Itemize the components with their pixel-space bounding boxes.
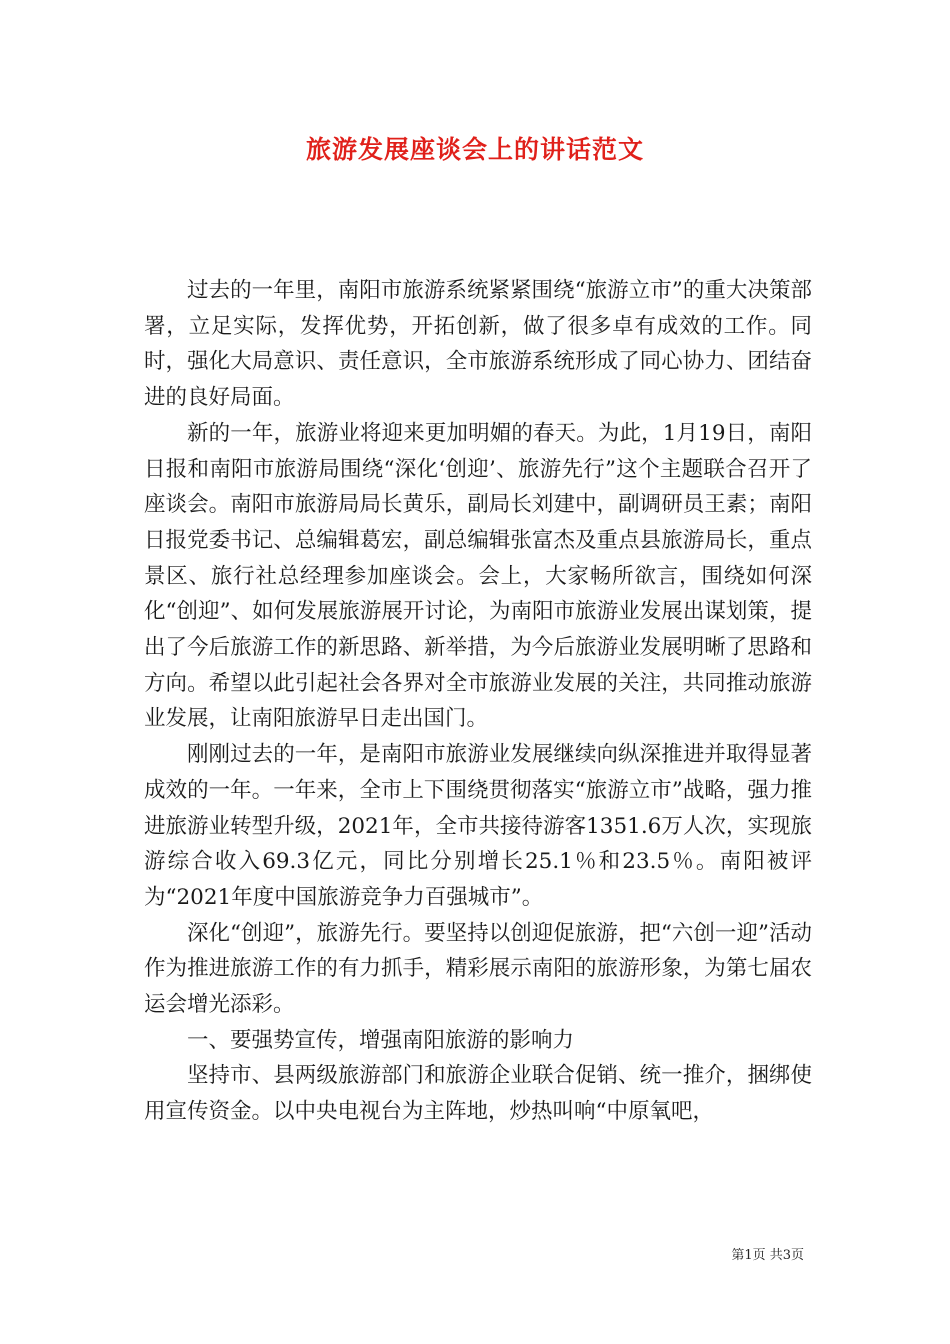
paragraph: 过去的一年里，南阳市旅游系统紧紧围绕“旅游立市”的重大决策部署，立足实际，发挥优势，开拓创新，做了很多卓有成效的工作。同时，强化大局意识、责任意识，全市旅游系统形成了同心协力、团结奋进的良好局面。 [144,278,812,411]
document-title: 旅游发展座谈会上的讲话范文 [305,135,644,164]
paragraph: 坚持市、县两级旅游部门和旅游企业联合促销、统一推介，捆绑使用宣传资金。以中央电视台为主阵地，炒热叫响“中原氧吧， [144,1063,812,1125]
paragraph: 刚刚过去的一年，是南阳市旅游业发展继续向纵深推进并取得显著成效的一年。一年来，全市上下围绕贯彻落实“旅游立市”战略，强力推进旅游业转型升级，2021年，全市共接待游客1351.6万人次，实现旅游综合收入69.3亿元，同比分别增长25.1％和23.5％。南阳被评为“2021年度中国旅游竞争力百强城市”。 [144,742,812,910]
paragraph: 深化“创迎”，旅游先行。要坚持以创迎促旅游，把“六创一迎”活动作为推进旅游工作的有力抓手，精彩展示南阳的旅游形象，为第七届农运会增光添彩。 [144,920,812,1018]
page-number: 第1页 共3页 [731,1248,804,1263]
paragraph: 新的一年，旅游业将迎来更加明媚的春天。为此，1月19日，南阳日报和南阳市旅游局围绕“深化‘创迎’、旅游先行”这个主题联合召开了座谈会。南阳市旅游局局长黄乐，副局长刘建中，副调研员王素；南阳日报党委书记、总编辑葛宏，副总编辑张富杰及重点县旅游局长，重点景区、旅行社总经理参加座谈会。会上，大家畅所欲言，围绕如何深化“创迎”、如何发展旅游展开讨论，为南阳市旅游业发展出谋划策，提出了今后旅游工作的新思路、新举措，为今后旅游业发展明晰了思路和方向。希望以此引起社会各界对全市旅游业发展的关注，共同推动旅游业发展，让南阳旅游早日走出国门。 [144,420,812,732]
section-heading: 一、要强势宣传，增强南阳旅游的影响力 [187,1027,575,1053]
document-body [144,273,812,1130]
